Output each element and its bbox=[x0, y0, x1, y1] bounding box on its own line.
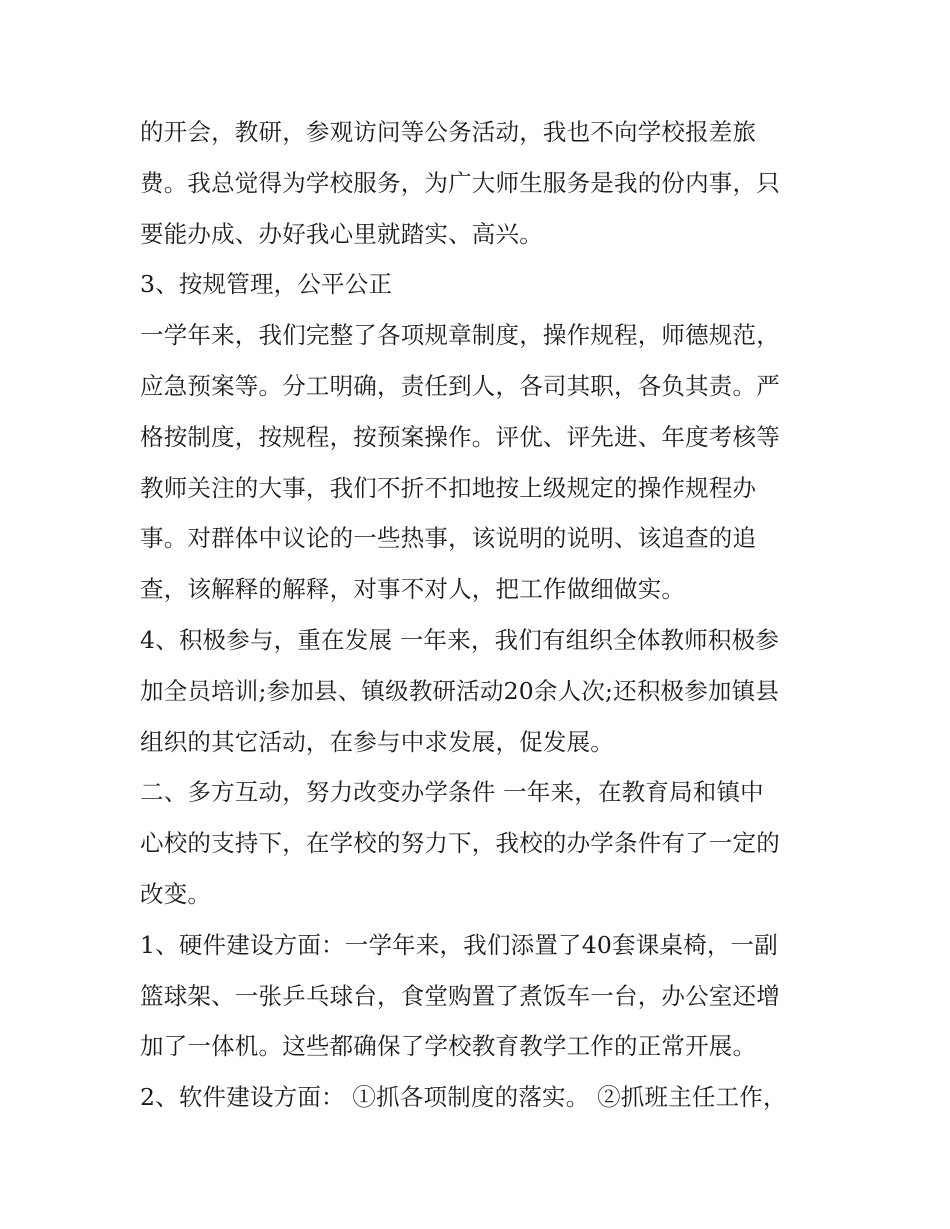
text-line: 二、多方互动，努力改变办学条件 一年来，在教育局和镇中 bbox=[140, 778, 764, 807]
text-line: 要能办成、办好我心里就踏实、高兴。 bbox=[140, 219, 543, 248]
text-line: 改变。 bbox=[140, 879, 212, 908]
text-line: 心校的支持下，在学校的努力下，我校的办学条件有了一定的 bbox=[140, 829, 780, 858]
text-line: 费。我总觉得为学校服务，为广大师生服务是我的份内事，只 bbox=[140, 168, 780, 197]
text-line: 事。对群体中议论的一些热事，该说明的说明、该追查的追 bbox=[140, 524, 757, 553]
text-line: 教师关注的大事，我们不折不扣地按上级规定的操作规程办 bbox=[140, 473, 757, 502]
text-line: 篮球架、一张乒乓球台，食堂购置了煮饭车一台，办公室还增 bbox=[140, 981, 780, 1010]
document-body bbox=[140, 107, 820, 1123]
text-line: 的开会，教研，参观访问等公务活动，我也不向学校报差旅 bbox=[140, 118, 757, 146]
text-line: 4、积极参与，重在发展 一年来，我们有组织全体教师积极参 bbox=[140, 625, 780, 654]
text-line: 一学年来，我们完整了各项规章制度，操作规程，师德规范， bbox=[140, 321, 780, 350]
text-line: 组织的其它活动，在参与中求发展，促发展。 bbox=[140, 727, 614, 756]
text-line: 加全员培训;参加县、镇级教研活动20余人次;还积极参加镇县 bbox=[140, 676, 780, 705]
text-line: 应急预案等。分工明确，责任到人，各司其职，各负其责。严 bbox=[140, 371, 780, 400]
text-line: 查，该解释的解释，对事不对人，把工作做细做实。 bbox=[140, 575, 686, 604]
section-heading: 3、按规管理，公平公正 bbox=[140, 270, 393, 299]
text-line: 格按制度，按规程，按预案操作。评优、评先进、年度考核等 bbox=[140, 422, 780, 451]
text-line: 2、软件建设方面： ①抓各项制度的落实。 ②抓班主任工作， bbox=[140, 1083, 787, 1112]
text-line: 加了一体机。这些都确保了学校教育教学工作的正常开展。 bbox=[140, 1032, 757, 1061]
text-line: 1、硬件建设方面：一学年来，我们添置了40套课桌椅，一副 bbox=[140, 930, 778, 959]
